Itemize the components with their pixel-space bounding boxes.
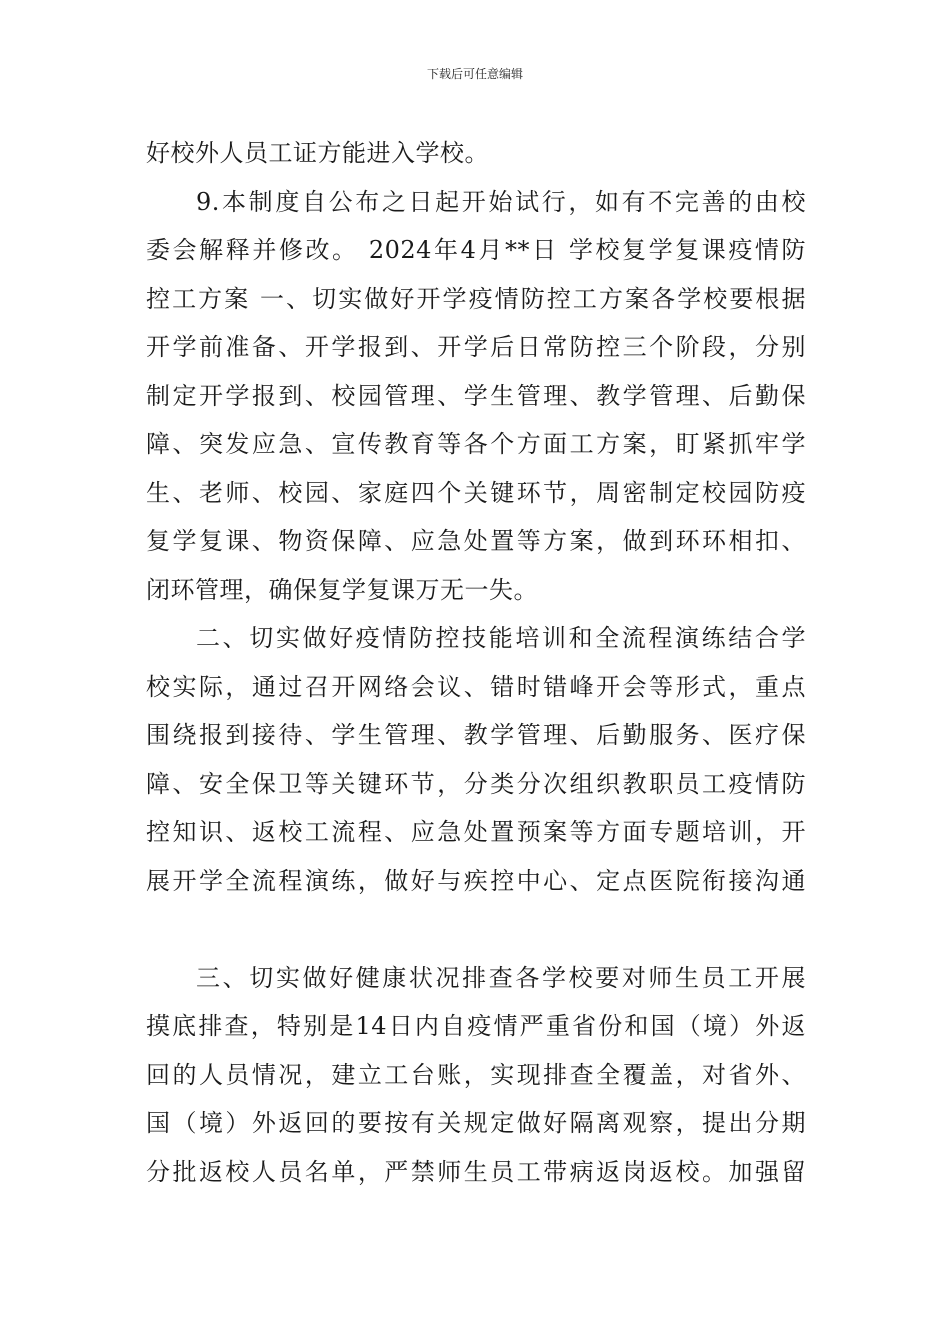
- text-line: 围绕报到接待、学生管理、教学管理、后勤服务、医疗保: [146, 721, 806, 749]
- text-line: 9.本制度自公布之日起开始试行，如有不完善的由校: [196, 187, 806, 216]
- paragraph-gap: [146, 905, 806, 954]
- text-line: 障、突发应急、宣传教育等各个方面工方案，盯紧抓牢学: [146, 430, 806, 458]
- text-line: 国（境）外返回的要按有关规定做好隔离观察，提出分期: [146, 1109, 806, 1137]
- text-line: 障、安全保卫等关键环节，分类分次组织教职员工疫情防: [146, 769, 806, 798]
- text-line: 复学复课、物资保障、应急处置等方案，做到环环相扣、: [146, 527, 806, 555]
- text-line: 校实际，通过召开网络会议、错时错峰开会等形式，重点: [146, 672, 806, 701]
- text-line: 二、切实做好疫情防控技能培训和全流程演练结合学: [196, 624, 806, 652]
- text-line: 展开学全流程演练，做好与疾控中心、定点医院衔接沟通: [146, 866, 806, 895]
- text-line: 回的人员情况，建立工台账，实现排查全覆盖，对省外、: [146, 1060, 806, 1089]
- document-body: [146, 129, 806, 1196]
- text-line: 三、切实做好健康状况排查各学校要对师生员工开展: [196, 963, 806, 992]
- page-header: 下载后可任意编辑: [426, 67, 523, 81]
- text-line: 生、老师、校园、家庭四个关键环节，周密制定校园防疫: [146, 478, 806, 507]
- text-line: 开学前准备、开学报到、开学后日常防控三个阶段，分别: [146, 333, 806, 361]
- text-line: 分批返校人员名单，严禁师生员工带病返岗返校。加强留: [146, 1157, 806, 1186]
- text-line: 闭环管理，确保复学复课万无一失。: [146, 575, 538, 604]
- text-line: 好校外人员工证方能进入学校。: [146, 139, 489, 167]
- text-line: 控工方案 一、切实做好开学疫情防控工方案各学校要根据: [146, 284, 806, 313]
- text-line: 摸底排查，特别是14日内自疫情严重省份和国（境）外返: [146, 1012, 806, 1040]
- text-line: 委会解释并修改。 2024年4月**日 学校复学复课疫情防: [146, 236, 806, 264]
- text-line: 制定开学报到、校园管理、学生管理、教学管理、后勤保: [146, 381, 806, 410]
- text-line: 控知识、返校工流程、应急处置预案等方面专题培训，开: [146, 818, 806, 846]
